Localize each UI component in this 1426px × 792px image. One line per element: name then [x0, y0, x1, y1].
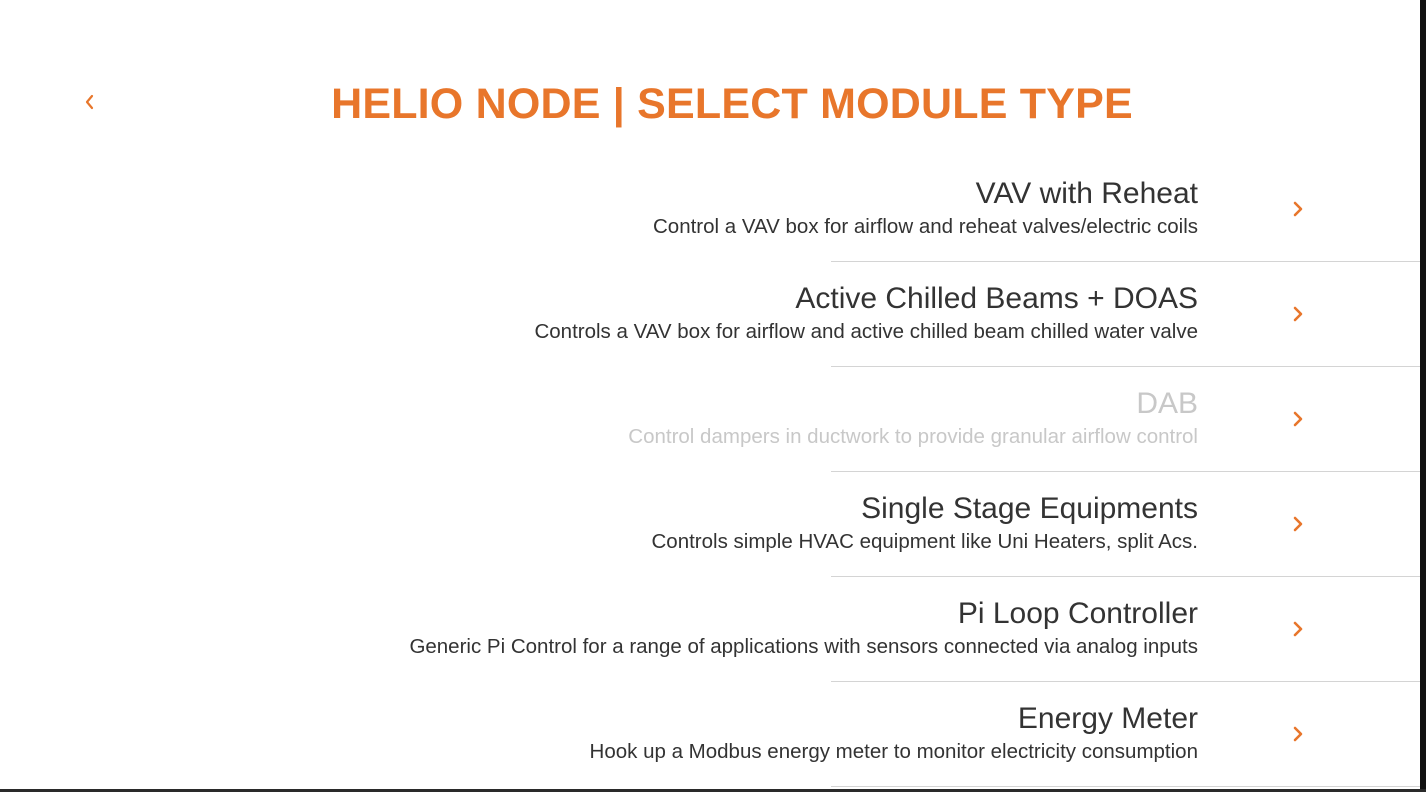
module-description: Control dampers in ductwork to provide granular airflow control	[628, 425, 1198, 448]
chevron-right-icon[interactable]	[1288, 512, 1308, 536]
chevron-right-icon[interactable]	[1288, 722, 1308, 746]
module-name: VAV with Reheat	[975, 177, 1198, 210]
module-list	[0, 157, 1420, 787]
module-name: Energy Meter	[1017, 702, 1198, 735]
module-text	[534, 280, 1198, 346]
module-name: DAB	[1136, 387, 1198, 420]
chevron-right-icon[interactable]	[1288, 197, 1308, 221]
chevron-right-icon[interactable]	[1288, 407, 1308, 431]
module-text	[653, 175, 1198, 241]
chevron-right-icon[interactable]	[1288, 302, 1308, 326]
module-text	[628, 385, 1198, 451]
module-item-energy-meter[interactable]	[0, 682, 1420, 787]
module-name: Active Chilled Beams + DOAS	[795, 282, 1198, 315]
module-item-dab[interactable]	[0, 367, 1420, 472]
window-edge	[1420, 0, 1426, 792]
chevron-right-icon[interactable]	[1288, 617, 1308, 641]
module-description: Control a VAV box for airflow and reheat valves/electric coils	[652, 215, 1198, 238]
module-text	[652, 490, 1199, 556]
module-text	[409, 595, 1198, 661]
page-title: HELIO NODE | SELECT MODULE TYPE	[331, 80, 1133, 128]
module-name: Pi Loop Controller	[957, 597, 1198, 630]
module-item-active-chilled-beams[interactable]	[0, 262, 1420, 367]
module-name: Single Stage Equipments	[861, 492, 1198, 525]
module-item-vav-with-reheat[interactable]	[0, 157, 1420, 262]
module-item-single-stage-equipments[interactable]	[0, 472, 1420, 577]
module-description: Hook up a Modbus energy meter to monitor electricity consumption	[589, 740, 1198, 763]
module-description: Controls a VAV box for airflow and active chilled beam chilled water valve	[534, 320, 1198, 343]
divider	[831, 786, 1420, 787]
module-item-pi-loop-controller[interactable]	[0, 577, 1420, 682]
module-text	[590, 700, 1198, 766]
module-description: Controls simple HVAC equipment like Uni Heaters, split Acs.	[651, 530, 1198, 553]
module-description: Generic Pi Control for a range of applications with sensors connected via analog inputs	[409, 635, 1198, 658]
